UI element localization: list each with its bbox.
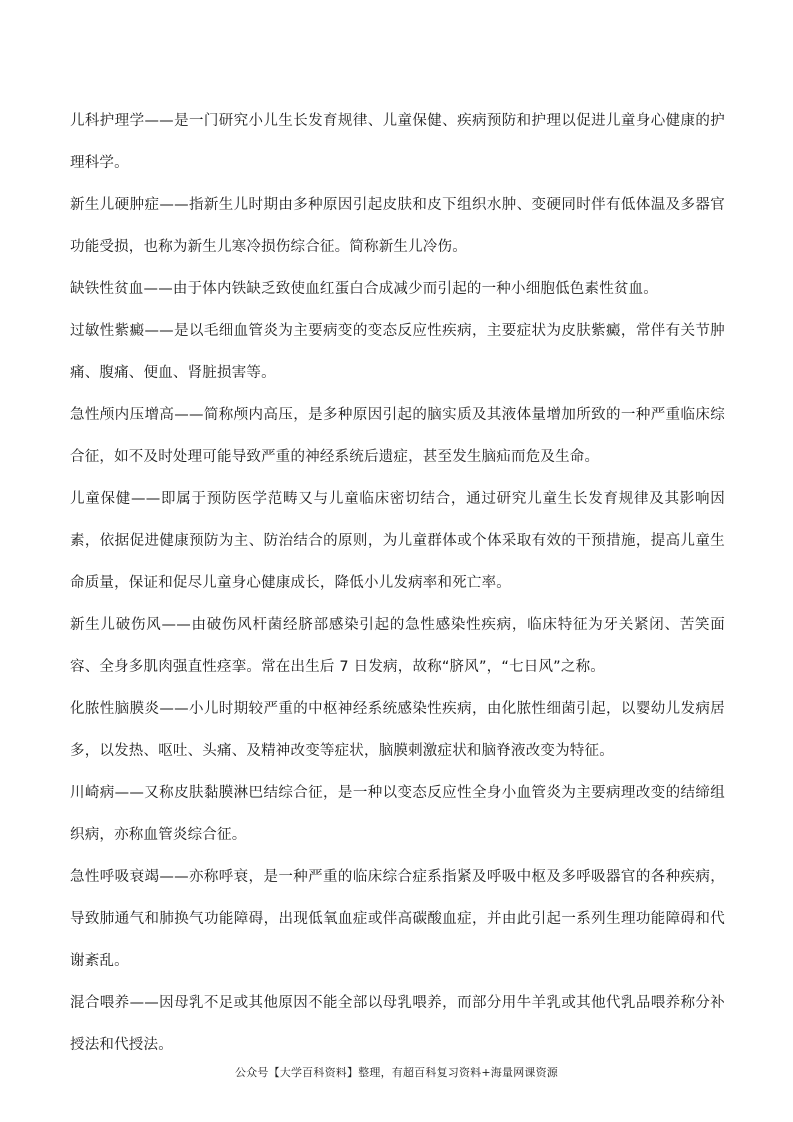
paragraph-intracranial-hypertension: 急性颅内压增高——简称颅内高压，是多种原因引起的脑实质及其液体量增加所致的一种严重临床综合征，如不及时处理可能导致严重的神经系统后遗症，甚至发生脑疝而危及生命。 [70,407,725,465]
paragraph-neonatal-tetanus: 新生儿破伤风——由破伤风杆菌经脐部感染引起的急性感染性疾病，临床特征为牙关紧闭、苦笑面容、全身多肌肉强直性痉挛。常在出生后 7 日发病，故称“脐风”，“七日风”之称。 [70,617,725,675]
document-body [70,100,725,1066]
paragraph-mixed-feeding: 混合喂养——因母乳不足或其他原因不能全部以母乳喂养，而部分用牛羊乳或其他代乳品喂养称分补授法和代授法。 [70,995,725,1053]
paragraph-purulent-meningitis: 化脓性脑膜炎——小儿时期较严重的中枢神经系统感染性疾病，由化脓性细菌引起，以婴幼儿发病居多，以发热、呕吐、头痛、及精神改变等症状，脑膜刺激症状和脑脊液改变为特征。 [70,701,725,759]
paragraph-pediatric-nursing: 儿科护理学——是一门研究小儿生长发育规律、儿童保健、疾病预防和护理以促进儿童身心健康的护理科学。 [70,113,725,171]
paragraph-neonatal-scleredema: 新生儿硬肿症——指新生儿时期由多种原因引起皮肤和皮下组织水肿、变硬同时伴有低体温及多器官功能受损，也称为新生儿寒冷损伤综合征。简称新生儿冷伤。 [70,197,725,255]
paragraph-child-health-care: 儿童保健——即属于预防医学范畴又与儿童临床密切结合，通过研究儿童生长发育规律及其影响因素，依据促进健康预防为主、防治结合的原则，为儿童群体或个体采取有效的干预措施，提高儿童生命质量，保证和促尽儿童身心健康成长，降低小儿发病率和死亡率。 [70,491,725,591]
paragraph-iron-deficiency-anemia: 缺铁性贫血——由于体内铁缺乏致使血红蛋白合成减少而引起的一种小细胞低色素性贫血。 [70,281,658,297]
paragraph-allergic-purpura: 过敏性紫癜——是以毛细血管炎为主要病变的变态反应性疾病，主要症状为皮肤紫癜，常伴有关节肿痛、腹痛、便血、肾脏损害等。 [70,323,725,381]
paragraph-kawasaki-disease: 川崎病——又称皮肤黏膜淋巴结综合征，是一种以变态反应性全身小血管炎为主要病理改变的结缔组织病，亦称血管炎综合征。 [70,785,725,843]
page-footer: 公众号【大学百科资料】整理，有超百科复习资料+海量网课资源 [234,1066,558,1079]
paragraph-respiratory-failure: 急性呼吸衰竭——亦称呼衰，是一种严重的临床综合症系指紧及呼吸中枢及多呼吸器官的各种疾病，导致肺通气和肺换气功能障碍，出现低氧血症或伴高碳酸血症，并由此引起一系列生理功能障碍和代谢紊乱。 [70,869,725,969]
